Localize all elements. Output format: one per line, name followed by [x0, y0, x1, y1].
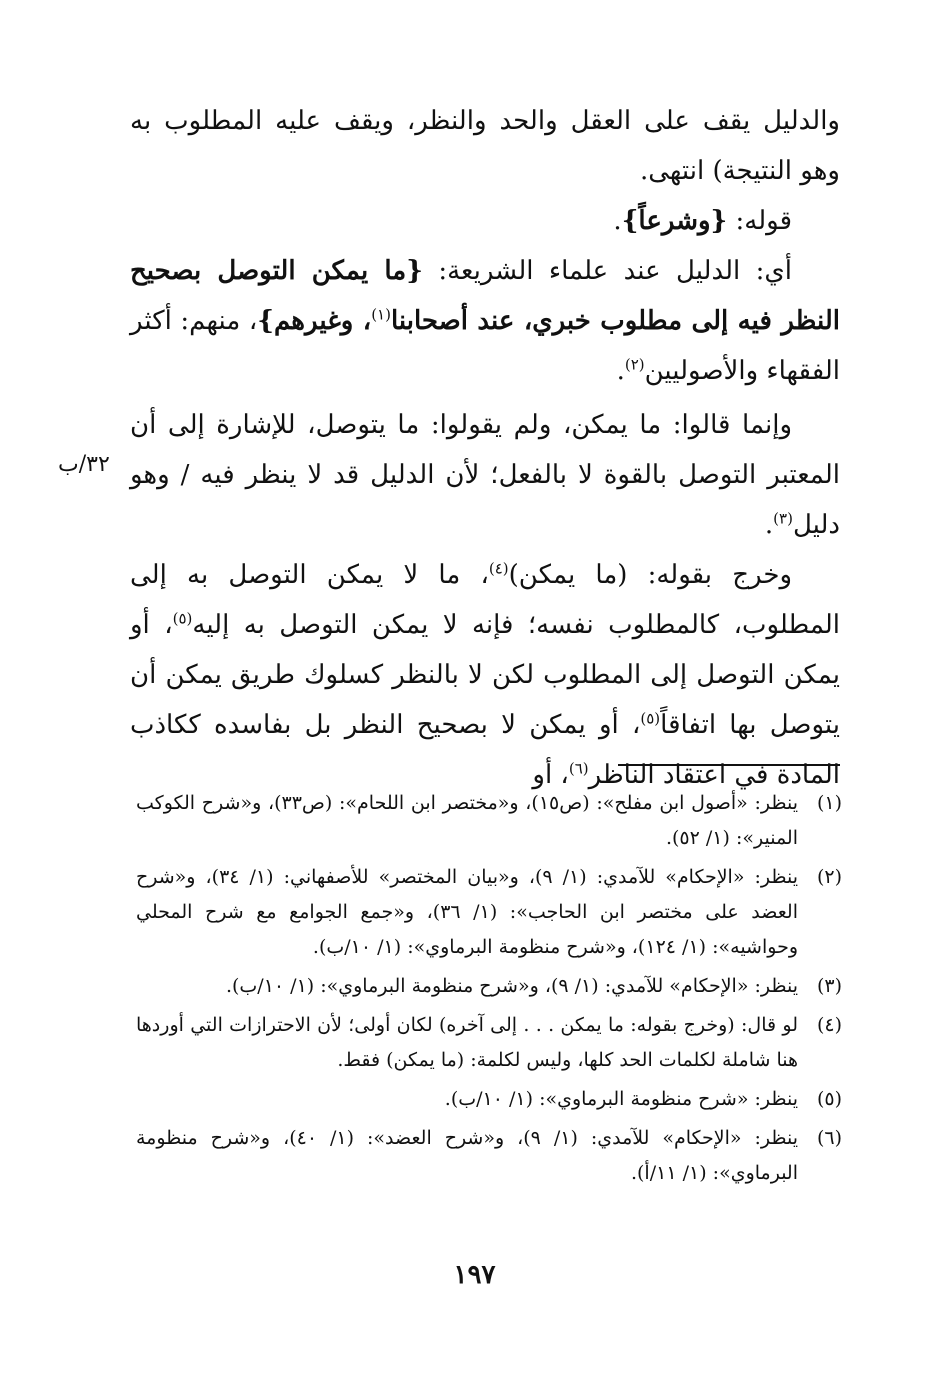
paragraph-5-text: وخرج بقوله: (ما يمكن): [508, 560, 793, 590]
footnote-item: [136, 1008, 842, 1078]
paragraph-3: [130, 246, 840, 396]
footnote-item: [136, 860, 842, 965]
definition-text: {ما يمكن التوصل بصحيح النظر فيه إلى مطلوب خبري، عند أصحابنا: [130, 256, 840, 336]
footnote-ref-1[interactable]: (١): [371, 305, 391, 324]
footnote-item: [136, 1121, 842, 1191]
footnote-ref-5[interactable]: (٥): [172, 609, 193, 628]
paragraph-3-text: أي: الدليل عند علماء الشريعة:: [422, 256, 792, 286]
footnote-number: (٥): [816, 1088, 842, 1110]
footnote-text: ينظر: «شرح منظومة البرماوي»: (١/ ١٠/ب).: [444, 1088, 798, 1110]
footnote-ref-6[interactable]: (٦): [568, 759, 589, 778]
footnote-ref-2[interactable]: (٢): [624, 355, 645, 374]
paragraph-5-text-4: ، أو يمكن لا بصحيح النظر بل بفاسده ككاذب المادة في اعتقاد الناظر: [130, 710, 840, 790]
footnote-text: ينظر: «الإحكام» للآمدي: (١/ ٩)، و«بيان المختصر» للأصفهاني: (١/ ٣٤)، و«شرح العضد على مختصر ابن الحاجب»: (١/ ٣٦)، و«جمع الجوامع مع شرح المحلي وحواشيه»: (١/ ١٢٤)، و«شرح منظومة البرماوي»: (١/ ١٠/ب).: [136, 866, 798, 958]
footnote-item: [136, 786, 842, 856]
footnote-text: ينظر: «الإحكام» للآمدي: (١/ ٩)، و«شرح منظومة البرماوي»: (١/ ١٠/ب).: [225, 975, 798, 997]
footnote-ref-4[interactable]: (٤): [488, 559, 509, 578]
footnote-item: [136, 1082, 842, 1117]
footnote-text: ينظر: «أصول ابن مفلح»: (ص١٥)، و«مختصر ابن اللحام»: (ص٣٣)، و«شرح الكوكب المنير»: (١/ ٥٢).: [136, 792, 798, 849]
footnote-ref-5b[interactable]: (٥): [640, 709, 661, 728]
footnote-ref-3[interactable]: (٣): [773, 509, 793, 528]
footnote-number: (٤): [816, 1014, 842, 1036]
footnote-number: (٣): [816, 975, 842, 997]
paragraph-5: [130, 550, 840, 800]
paragraph-5-text-3: ، أو يمكن التوصل إلى المطلوب لكن لا بالنظر كسلوك طريق يمكن أن يتوصل بها اتفاقاً: [130, 610, 840, 740]
paragraph-4-text: وإنما قالوا: ما يمكن، ولم يقولوا: ما يتوصل، للإشارة إلى أن المعتبر التوصل بالقوة لا بالفعل؛ لأن الدليل قد لا ينظر فيه / وهو دليل: [130, 410, 840, 540]
paragraph-2-text: قوله:: [727, 206, 792, 236]
paragraph-5-text-2: ، ما لا يمكن التوصل به إلى المطلوب، كالمطلوب نفسه؛ فإنه لا يمكن التوصل به إليه: [130, 560, 841, 640]
paragraph-4: [130, 400, 840, 550]
footnote-number: (١): [816, 792, 842, 814]
footnote-item: [136, 969, 842, 1004]
footnotes: [136, 786, 842, 1195]
paragraph-4-end: .: [764, 510, 774, 540]
footnote-divider: [618, 764, 840, 766]
paragraph-5-end: ، أو: [532, 760, 569, 790]
manuscript-folio-note: ٣٢/ب: [58, 452, 110, 477]
footnote-number: (٦): [816, 1127, 842, 1149]
paragraph-1: والدليل يقف على العقل والحد والنظر، ويقف عليه المطلوب به وهو النتيجة) انتهى.: [130, 106, 840, 186]
footnote-number: (٢): [816, 866, 842, 888]
paragraph-3-text-2: ، منهم: أكثر الفقهاء والأصوليين: [130, 306, 840, 386]
page-number: ١٩٧: [453, 1260, 496, 1290]
footnote-text: لو قال: (وخرج بقوله: ما يمكن . . . إلى آخره) لكان أولى؛ لأن الاحترازات التي أوردها هنا شاملة لكلمات الحد كلها، وليس لكلمة: (ما يمكن) فقط.: [136, 1014, 798, 1071]
main-text: [130, 96, 840, 800]
definition-text-end: ، وغيرهم}: [257, 306, 372, 336]
footnote-text: ينظر: «الإحكام» للآمدي: (١/ ٩)، و«شرح العضد»: (١/ ٤٠)، و«شرح منظومة البرماوي»: (١/ ١١/أ).: [136, 1127, 798, 1184]
paragraph-2-end: .: [613, 206, 622, 236]
quoted-term: {وشرعاً}: [621, 206, 728, 236]
paragraph-2: [130, 196, 840, 246]
paragraph-3-end: .: [616, 356, 625, 386]
